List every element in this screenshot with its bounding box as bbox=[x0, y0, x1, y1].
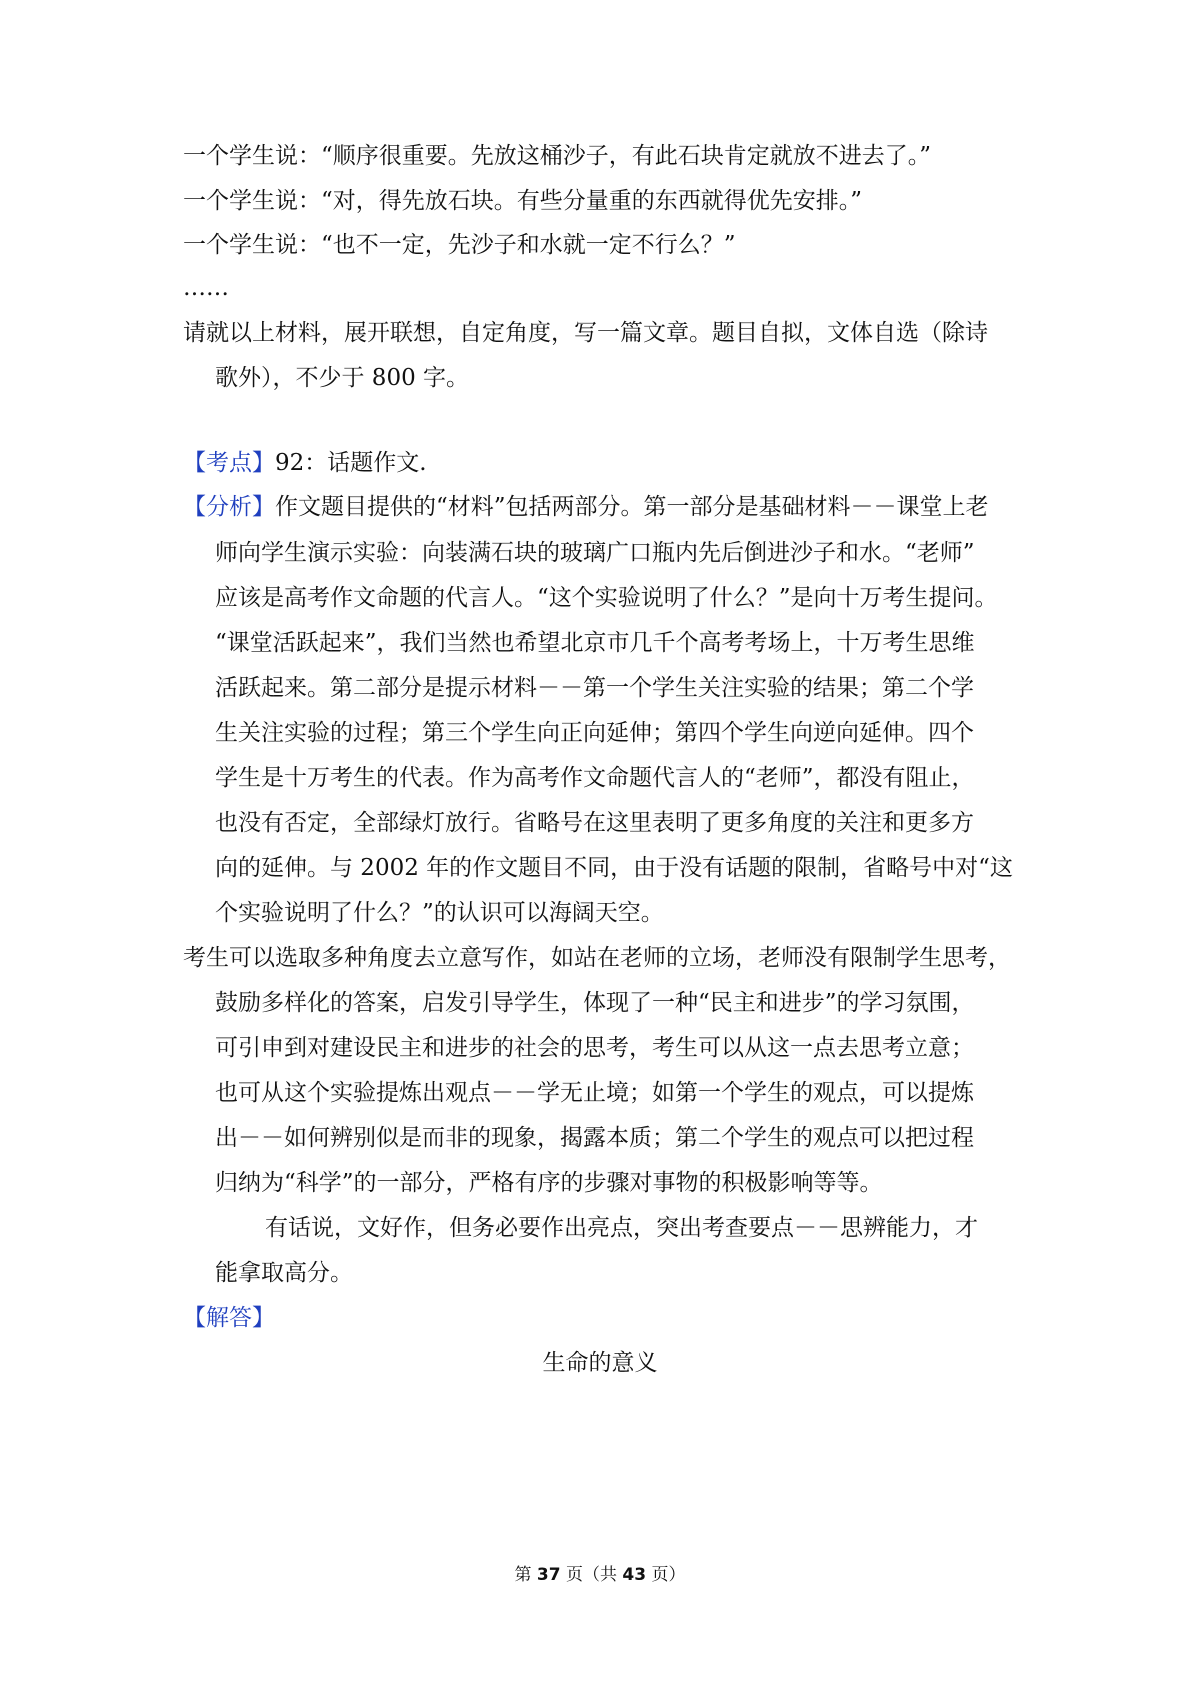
para3-line: 有话说，文好作，但务必要作出亮点，突出考查要点－－思辨能力，才 bbox=[265, 1215, 978, 1241]
para2-line: 鼓励多样化的答案，启发引导学生，体现了一种“民主和进步”的学习氛围， bbox=[215, 990, 975, 1016]
para2-line: 归纳为“科学”的一部分，严格有序的步骤对事物的积极影响等等。 bbox=[215, 1170, 883, 1196]
intro-line: 一个学生说：“顺序很重要。先放这桶沙子，有此石块肯定就放不进去了。” bbox=[183, 143, 932, 169]
intro-ellipsis: …… bbox=[183, 275, 229, 301]
essay-title: 生命的意义 bbox=[542, 1350, 658, 1376]
para2-line: 考生可以选取多种角度去立意写作，如站在老师的立场，老师没有限制学生思考， bbox=[183, 945, 1011, 971]
fenxi-line: 应该是高考作文命题的代言人。“这个实验说明了什么？”是向十万考生提问。 bbox=[215, 585, 998, 611]
intro-line: 请就以上材料，展开联想，自定角度，写一篇文章。题目自拟，文体自选（除诗 bbox=[183, 320, 988, 346]
fenxi-tag: 【分析】 bbox=[183, 494, 275, 520]
kaodian-line bbox=[183, 440, 427, 486]
jieda-tag: 【解答】 bbox=[183, 1305, 275, 1331]
fenxi-line: 活跃起来。第二部分是提示材料－－第一个学生关注实验的结果；第二个学 bbox=[215, 675, 974, 701]
footer-prefix: 第 bbox=[514, 1565, 537, 1585]
fenxi-line: 师向学生演示实验：向装满石块的玻璃广口瓶内先后倒进沙子和水。“老师” bbox=[215, 540, 975, 566]
fenxi-line: 生关注实验的过程；第三个学生向正向延伸；第四个学生向逆向延伸。四个 bbox=[215, 720, 974, 746]
para3-line: 能拿取高分。 bbox=[215, 1260, 353, 1286]
footer-middle: 页（共 bbox=[560, 1565, 623, 1585]
fenxi-line: 个实验说明了什么？”的认识可以海阔天空。 bbox=[215, 900, 664, 926]
intro-line: 一个学生说：“也不一定，先沙子和水就一定不行么？” bbox=[183, 232, 736, 258]
fenxi-line: “课堂活跃起来”，我们当然也希望北京市几千个高考考场上，十万考生思维 bbox=[215, 630, 975, 656]
fenxi-first: 作文题目提供的“材料”包括两部分。第一部分是基础材料－－课堂上老 bbox=[275, 494, 989, 520]
fenxi-line bbox=[183, 484, 989, 530]
para2-line: 也可从这个实验提炼出观点－－学无止境；如第一个学生的观点，可以提炼 bbox=[215, 1080, 974, 1106]
intro-line: 歌外），不少于 800 字。 bbox=[215, 365, 470, 391]
para2-line: 出－－如何辨别似是而非的现象，揭露本质；第二个学生的观点可以把过程 bbox=[215, 1125, 974, 1151]
fenxi-line: 也没有否定，全部绿灯放行。省略号在这里表明了更多角度的关注和更多方 bbox=[215, 810, 974, 836]
footer-total-pages: 43 bbox=[622, 1565, 647, 1585]
footer-page-number: 37 bbox=[536, 1565, 561, 1585]
footer-suffix: 页） bbox=[646, 1565, 686, 1585]
fenxi-line: 向的延伸。与 2002 年的作文题目不同，由于没有话题的限制，省略号中对“这 bbox=[215, 855, 1013, 881]
page-footer bbox=[0, 1560, 1200, 1590]
intro-line: 一个学生说：“对，得先放石块。有些分量重的东西就得优先安排。” bbox=[183, 188, 863, 214]
kaodian-tag: 【考点】 bbox=[183, 450, 275, 476]
fenxi-line: 学生是十万考生的代表。作为高考作文命题代言人的“老师”，都没有阻止， bbox=[215, 765, 975, 791]
para2-line: 可引申到对建设民主和进步的社会的思考，考生可以从这一点去思考立意； bbox=[215, 1035, 974, 1061]
kaodian-text: 92：话题作文. bbox=[275, 450, 427, 476]
jieda-line bbox=[183, 1295, 275, 1341]
